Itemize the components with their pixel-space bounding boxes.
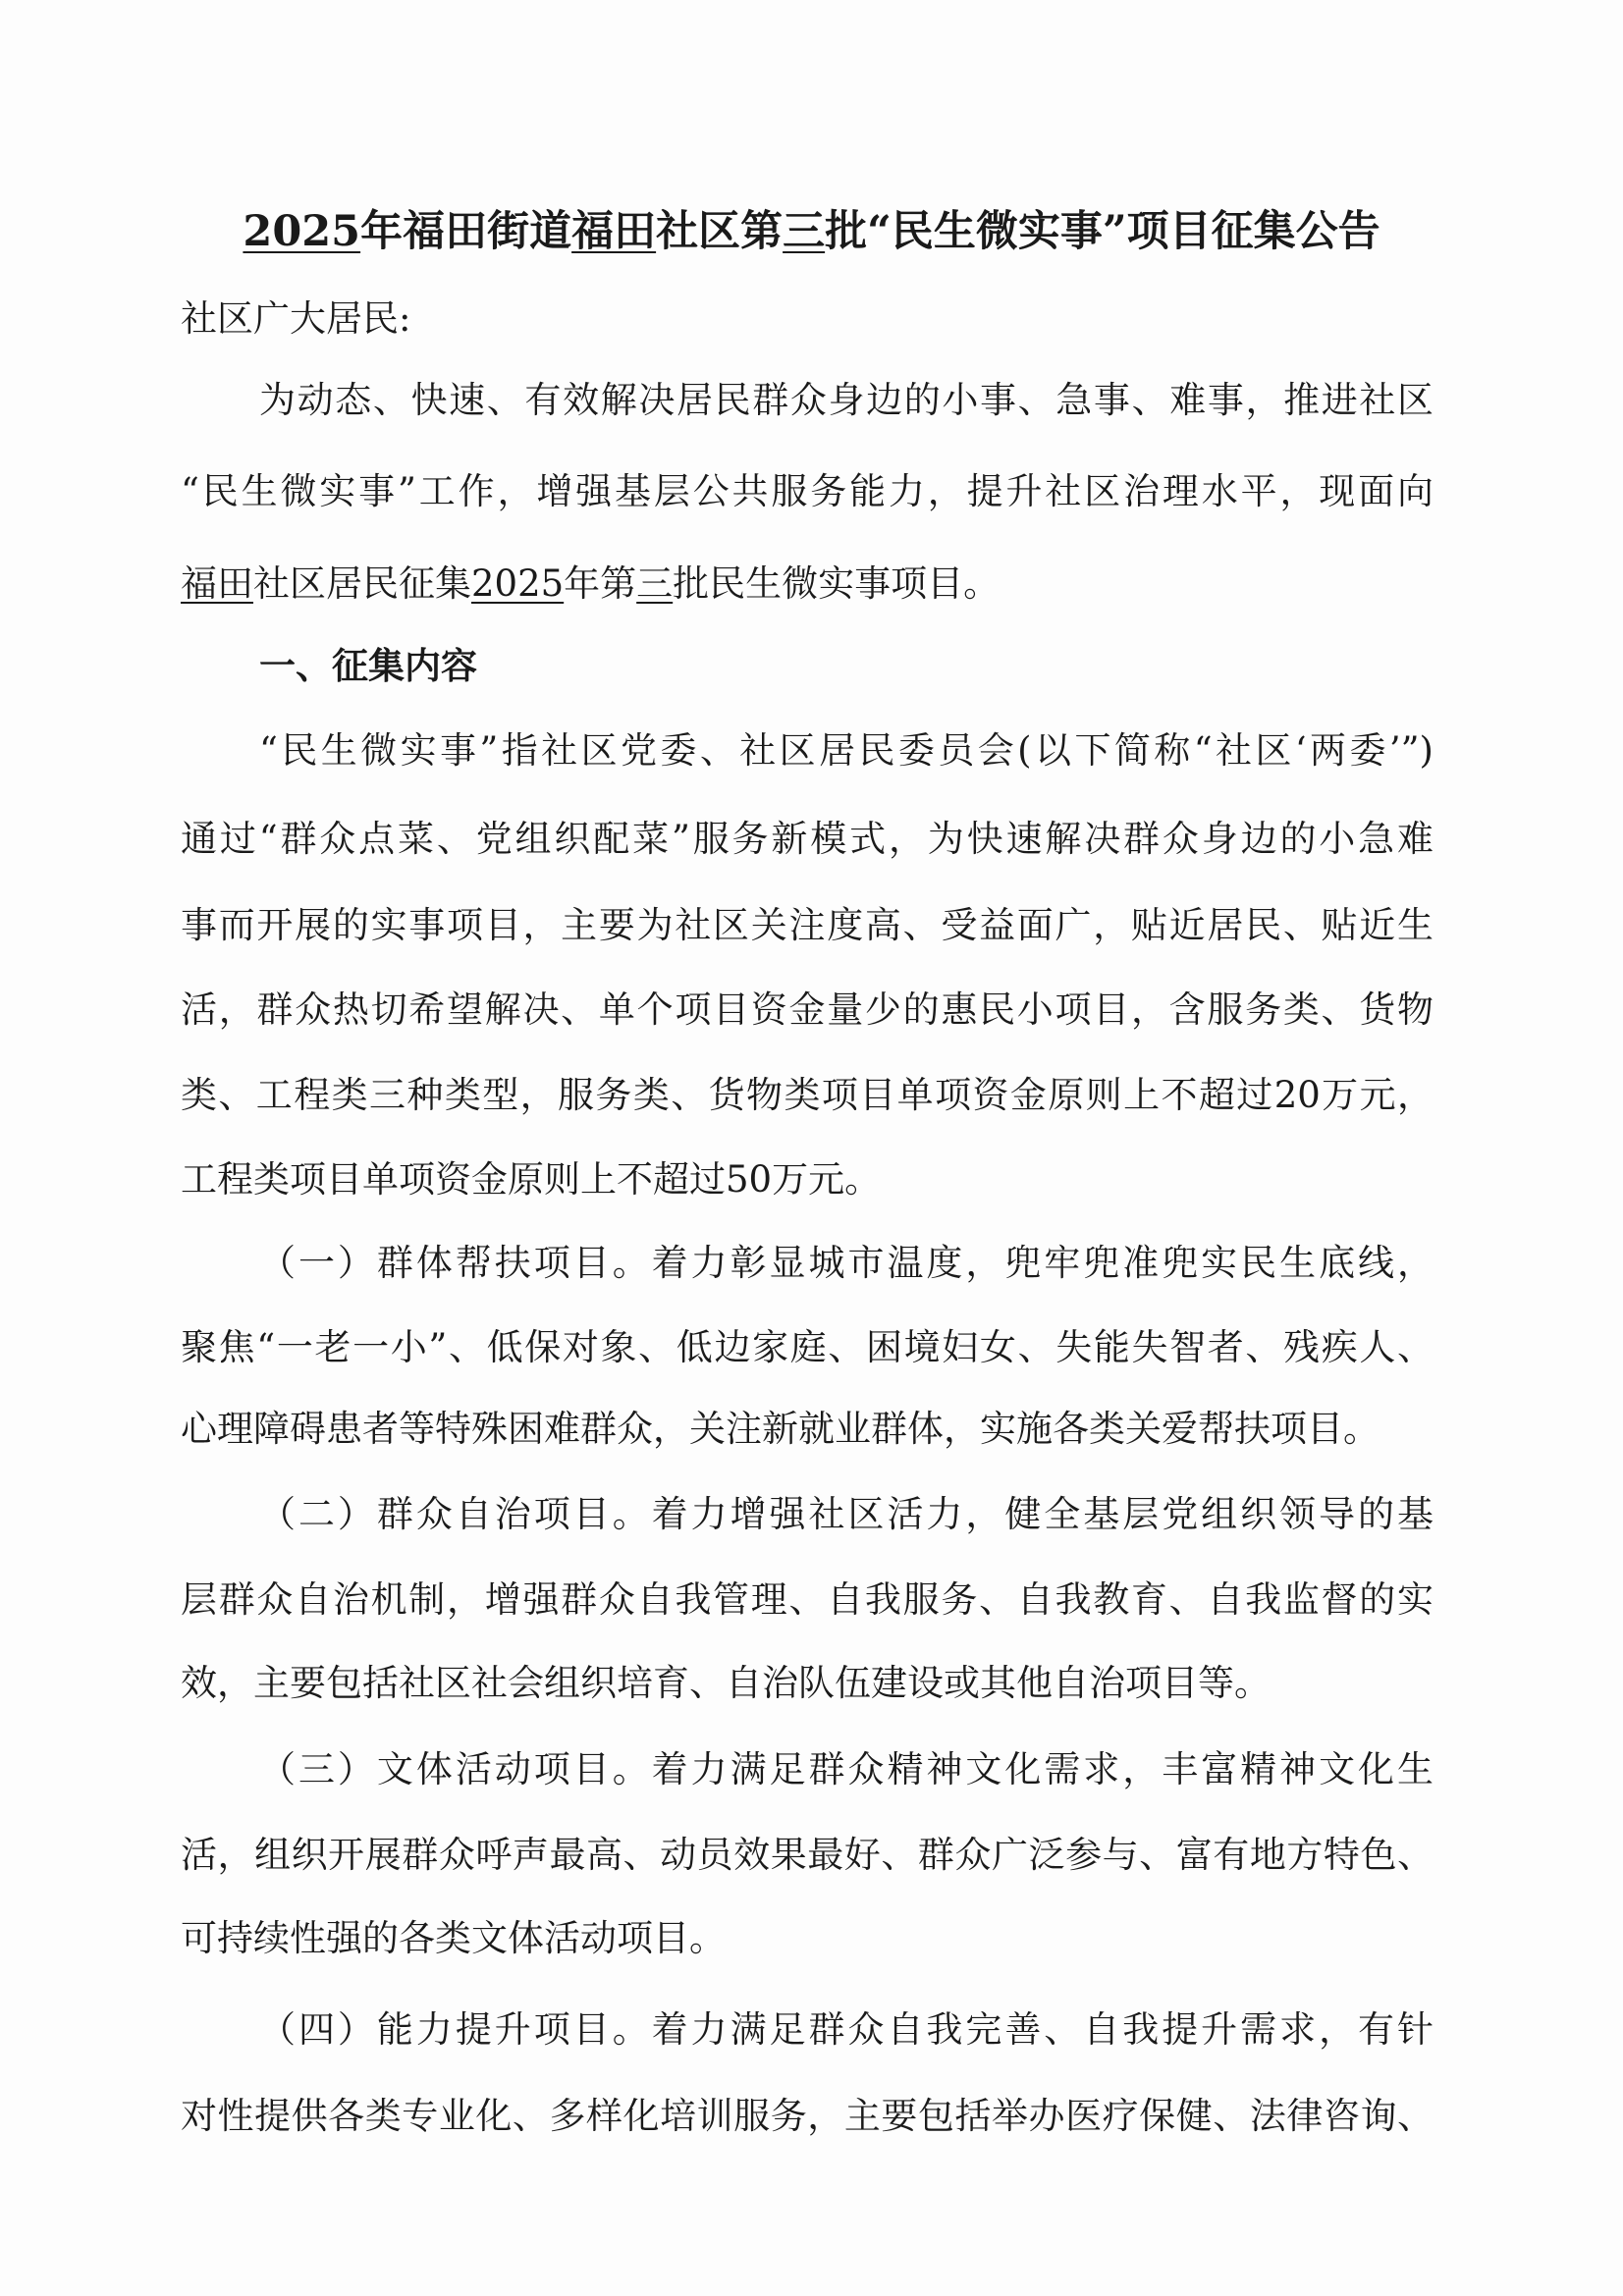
title-community: 福田 bbox=[571, 207, 657, 256]
section-heading: 一、征集内容 bbox=[259, 645, 477, 687]
item-line: 活，组织开展群众呼声最高、动员效果最好、群众广泛参与、富有地方特色、 bbox=[181, 1834, 1434, 1876]
title-part: 社区第 bbox=[656, 207, 784, 256]
intro-text: 社区居民征集 bbox=[253, 562, 471, 605]
intro-line bbox=[181, 560, 1434, 609]
item-line: （一）群体帮扶项目。着力彰显城市温度，兜牢兜准兜实民生底线， bbox=[259, 1242, 1434, 1284]
item-line: 对性提供各类专业化、多样化培训服务，主要包括举办医疗保健、法律咨询、 bbox=[181, 2095, 1434, 2137]
intro-line: “民生微实事”工作，增强基层公共服务能力，提升社区治理水平，现面向 bbox=[181, 470, 1434, 512]
intro-line: 为动态、快速、有效解决居民群众身边的小事、急事、难事，推进社区 bbox=[259, 379, 1434, 421]
item-line: （四）能力提升项目。着力满足群众自我完善、自我提升需求，有针 bbox=[259, 2008, 1434, 2051]
item-line: 层群众自治机制，增强群众自我管理、自我服务、自我教育、自我监督的实 bbox=[181, 1578, 1434, 1621]
title-batch: 三 bbox=[783, 207, 826, 256]
item-line: （二）群众自治项目。着力增强社区活力，健全基层党组织领导的基 bbox=[259, 1493, 1434, 1535]
intro-text: 批民生微实事项目。 bbox=[673, 562, 1001, 605]
title-part: 批“民生微实事”项目征集公告 bbox=[825, 207, 1380, 256]
intro-text: 年第 bbox=[564, 562, 637, 605]
paragraph-line: 类、工程类三种类型，服务类、货物类项目单项资金原则上不超过20万元， bbox=[181, 1074, 1434, 1116]
title-part: 年福田街道 bbox=[360, 207, 572, 256]
item-line: 效，主要包括社区社会组织培育、自治队伍建设或其他自治项目等。 bbox=[181, 1662, 1271, 1704]
intro-year: 2025 bbox=[471, 562, 565, 605]
salutation: 社区广大居民: bbox=[181, 297, 411, 340]
item-line: 聚焦“一老一小”、低保对象、低边家庭、困境妇女、失能失智者、残疾人、 bbox=[181, 1326, 1434, 1368]
paragraph-line: 工程类项目单项资金原则上不超过50万元。 bbox=[181, 1158, 882, 1201]
intro-community: 福田 bbox=[181, 562, 253, 605]
item-line: （三）文体活动项目。着力满足群众精神文化需求，丰富精神文化生 bbox=[259, 1748, 1434, 1790]
title-year: 2025 bbox=[243, 207, 361, 256]
item-line: 心理障碍患者等特殊困难群众，关注新就业群体，实施各类关爱帮扶项目。 bbox=[181, 1408, 1380, 1450]
paragraph-line: 活，群众热切希望解决、单个项目资金量少的惠民小项目，含服务类、货物 bbox=[181, 988, 1434, 1031]
paragraph-line: 事而开展的实事项目，主要为社区关注度高、受益面广，贴近居民、贴近生 bbox=[181, 904, 1434, 946]
paragraph-line: “民生微实事”指社区党委、社区居民委员会(以下简称“社区‘两委’”) bbox=[259, 729, 1434, 772]
paragraph-line: 通过“群众点菜、党组织配菜”服务新模式，为快速解决群众身边的小急难 bbox=[181, 818, 1434, 860]
intro-batch: 三 bbox=[636, 562, 674, 605]
item-line: 可持续性强的各类文体活动项目。 bbox=[181, 1917, 726, 1959]
page-title bbox=[0, 204, 1623, 259]
